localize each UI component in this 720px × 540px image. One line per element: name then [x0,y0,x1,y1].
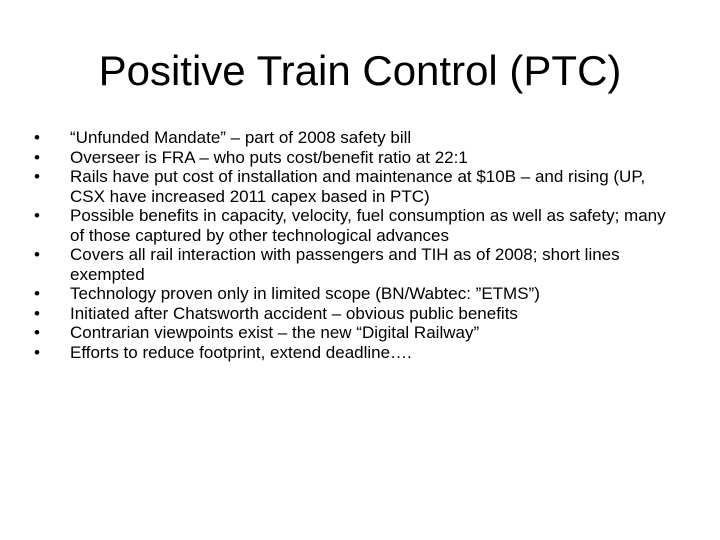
bullet-item [34,323,684,343]
bullet-marker: • [34,147,40,167]
bullet-marker: • [34,342,40,362]
bullet-item [34,167,684,206]
bullet-marker: • [34,323,40,342]
bullet-text: Rails have put cost of installation and maintenance at $10B – and rising (UP, CSX have increased 2011 capex based in PTC) [70,167,646,206]
bullet-text: Technology proven only in limited scope (BN/Wabtec: ”ETMS”) [70,284,540,303]
bullet-text: “Unfunded Mandate” – part of 2008 safety bill [70,128,412,147]
bullet-text: Efforts to reduce footprint, extend deadline…. [70,342,412,362]
bullet-item [34,343,684,363]
bullet-marker: • [34,206,40,225]
bullet-marker: • [34,284,40,303]
bullet-item [34,304,684,324]
slide-title: Positive Train Control (PTC) [98,47,622,94]
bullet-marker: • [34,245,40,264]
bullet-list [34,128,684,362]
bullet-marker: • [34,167,40,186]
bullet-item [34,128,684,148]
bullet-marker: • [34,128,40,147]
bullet-text: Contrarian viewpoints exist – the new “Digital Railway” [70,323,480,342]
bullet-text: Covers all rail interaction with passengers and TIH as of 2008; short lines exempted [70,245,620,284]
bullet-text: Initiated after Chatsworth accident – obvious public benefits [70,303,518,323]
bullet-item [34,284,684,304]
bullet-item [34,148,684,168]
bullet-text: Overseer is FRA – who puts cost/benefit ratio at 22:1 [70,147,468,167]
bullet-item [34,206,684,245]
bullet-marker: • [34,303,40,323]
bullet-item [34,245,684,284]
bullet-text: Possible benefits in capacity, velocity, fuel consumption as well as safety; many of those captured by other technological advances [70,206,666,245]
